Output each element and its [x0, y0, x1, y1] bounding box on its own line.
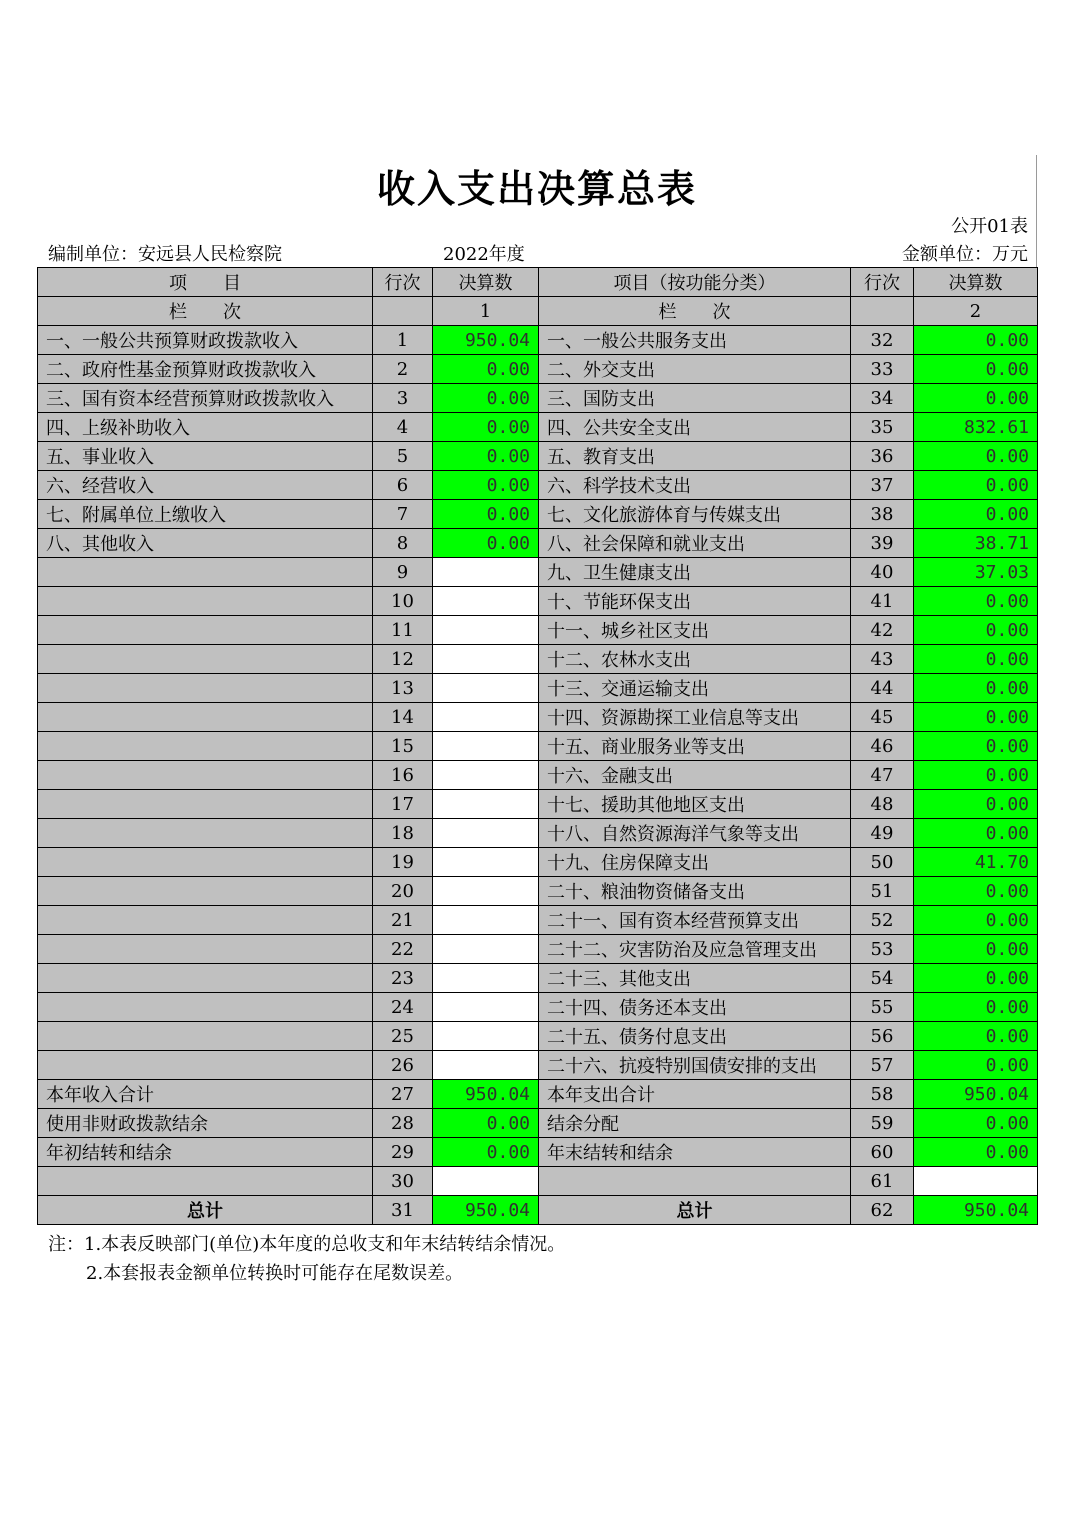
header-line-no-2: 行次	[851, 268, 914, 297]
table-row	[38, 848, 1038, 877]
expense-item-label: 二十四、债务还本支出	[539, 993, 851, 1022]
income-item-label	[38, 1051, 373, 1080]
grand-total-left-label: 总计	[38, 1196, 373, 1225]
expense-line-no: 50	[851, 848, 914, 877]
income-line-no: 24	[373, 993, 433, 1022]
expense-amount: 0.00	[914, 964, 1038, 993]
begin-carryover-line: 29	[373, 1138, 433, 1167]
col-empty-2	[851, 297, 914, 326]
grand-total-left-value: 950.04	[433, 1196, 539, 1225]
table-row	[38, 819, 1038, 848]
expense-item-label: 三、国防支出	[539, 384, 851, 413]
expense-line-no: 36	[851, 442, 914, 471]
income-line-no: 8	[373, 529, 433, 558]
surplus-distribution-line: 59	[851, 1109, 914, 1138]
preparing-unit: 编制单位：安远县人民检察院	[48, 244, 282, 265]
income-line-no: 20	[373, 877, 433, 906]
table-row	[38, 616, 1038, 645]
note-2: 2.本套报表金额单位转换时可能存在尾数误差。	[86, 1263, 464, 1284]
expense-item-label: 二、外交支出	[539, 355, 851, 384]
table-row	[38, 471, 1038, 500]
page-title: 收入支出决算总表	[376, 167, 697, 211]
income-amount: 0.00	[433, 529, 539, 558]
col-number-2: 2	[914, 297, 1038, 326]
expense-amount: 0.00	[914, 790, 1038, 819]
expense-line-no: 39	[851, 529, 914, 558]
begin-carryover-label: 年初结转和结余	[38, 1138, 373, 1167]
income-item-label	[38, 1022, 373, 1051]
expense-line-no: 43	[851, 645, 914, 674]
grand-total-row	[38, 1196, 1038, 1225]
expense-amount: 0.00	[914, 935, 1038, 964]
table-row	[38, 384, 1038, 413]
income-item-label	[38, 674, 373, 703]
expense-amount: 0.00	[914, 732, 1038, 761]
income-item-label	[38, 906, 373, 935]
expense-amount: 832.61	[914, 413, 1038, 442]
table-row	[38, 1022, 1038, 1051]
income-amount: 0.00	[433, 442, 539, 471]
expense-item-label: 四、公共安全支出	[539, 413, 851, 442]
expense-item-label: 十四、资源勘探工业信息等支出	[539, 703, 851, 732]
expense-line-no: 41	[851, 587, 914, 616]
expense-amount: 0.00	[914, 1022, 1038, 1051]
income-expense-total-row	[38, 1080, 1038, 1109]
table-row	[38, 732, 1038, 761]
nonfiscal-balance-value: 0.00	[433, 1109, 539, 1138]
expense-amount: 0.00	[914, 471, 1038, 500]
table-row	[38, 529, 1038, 558]
expense-item-label: 一、一般公共服务支出	[539, 326, 851, 355]
income-line-no: 17	[373, 790, 433, 819]
income-line-no: 6	[373, 471, 433, 500]
expense-item-label: 十六、金融支出	[539, 761, 851, 790]
income-amount	[433, 558, 539, 587]
expense-line-no: 45	[851, 703, 914, 732]
income-line-no: 12	[373, 645, 433, 674]
col-label-2: 栏 次	[539, 297, 851, 326]
income-line-no: 14	[373, 703, 433, 732]
expense-line-no: 35	[851, 413, 914, 442]
expense-line-no: 54	[851, 964, 914, 993]
nonfiscal-balance-line: 28	[373, 1109, 433, 1138]
income-amount: 0.00	[433, 355, 539, 384]
expense-item-label: 十七、援助其他地区支出	[539, 790, 851, 819]
income-amount	[433, 906, 539, 935]
expense-line-no: 47	[851, 761, 914, 790]
income-amount	[433, 761, 539, 790]
expense-amount: 0.00	[914, 616, 1038, 645]
income-item-label	[38, 877, 373, 906]
header-line-no: 行次	[373, 268, 433, 297]
amount-unit: 金额单位：万元	[902, 244, 1028, 265]
income-item-label: 五、事业收入	[38, 442, 373, 471]
expense-item-label: 二十五、债务付息支出	[539, 1022, 851, 1051]
expense-item-label: 七、文化旅游体育与传媒支出	[539, 500, 851, 529]
col-label: 栏 次	[38, 297, 373, 326]
expense-amount: 0.00	[914, 500, 1038, 529]
table-row	[38, 587, 1038, 616]
income-item-label	[38, 993, 373, 1022]
income-line-no: 4	[373, 413, 433, 442]
income-line-no: 23	[373, 964, 433, 993]
income-item-label	[38, 935, 373, 964]
table-row	[38, 993, 1038, 1022]
header-row	[38, 268, 1038, 297]
grand-total-right-line: 62	[851, 1196, 914, 1225]
expense-line-no: 49	[851, 819, 914, 848]
income-expense-table	[37, 267, 1038, 1225]
grand-total-right-label: 总计	[539, 1196, 851, 1225]
note-1: 注：1.本表反映部门(单位)本年度的总收支和年末结转结余情况。	[48, 1234, 566, 1255]
expense-line-no: 38	[851, 500, 914, 529]
end-carryover-label: 年末结转和结余	[539, 1138, 851, 1167]
expense-amount: 41.70	[914, 848, 1038, 877]
end-carryover-value: 0.00	[914, 1138, 1038, 1167]
expense-amount: 0.00	[914, 645, 1038, 674]
income-item-label: 四、上级补助收入	[38, 413, 373, 442]
income-item-label	[38, 616, 373, 645]
income-line-no: 15	[373, 732, 433, 761]
income-item-label	[38, 819, 373, 848]
expense-amount: 0.00	[914, 442, 1038, 471]
expense-item-label: 十、节能环保支出	[539, 587, 851, 616]
expense-line-no: 44	[851, 674, 914, 703]
expense-amount: 0.00	[914, 384, 1038, 413]
income-amount: 0.00	[433, 471, 539, 500]
col-empty	[373, 297, 433, 326]
income-item-label	[38, 761, 373, 790]
expense-item-label: 二十一、国有资本经营预算支出	[539, 906, 851, 935]
expense-line-no: 32	[851, 326, 914, 355]
table-row	[38, 442, 1038, 471]
income-amount	[433, 674, 539, 703]
expense-line-no: 48	[851, 790, 914, 819]
expense-amount: 0.00	[914, 674, 1038, 703]
blank-left-label	[38, 1167, 373, 1196]
expense-line-no: 51	[851, 877, 914, 906]
expense-amount: 0.00	[914, 703, 1038, 732]
income-line-no: 7	[373, 500, 433, 529]
expense-line-no: 34	[851, 384, 914, 413]
table-row	[38, 500, 1038, 529]
end-carryover-line: 60	[851, 1138, 914, 1167]
col-number-1: 1	[433, 297, 539, 326]
expense-item-label: 二十、粮油物资储备支出	[539, 877, 851, 906]
income-line-no: 5	[373, 442, 433, 471]
income-amount	[433, 732, 539, 761]
income-line-no: 13	[373, 674, 433, 703]
table-row	[38, 645, 1038, 674]
income-item-label	[38, 732, 373, 761]
expense-amount: 37.03	[914, 558, 1038, 587]
blank-left-line: 30	[373, 1167, 433, 1196]
expense-item-label: 二十六、抗疫特别国债安排的支出	[539, 1051, 851, 1080]
header-amount-2: 决算数	[914, 268, 1038, 297]
blank-row	[38, 1167, 1038, 1196]
table-row	[38, 935, 1038, 964]
column-number-row	[38, 297, 1038, 326]
notes	[48, 1230, 565, 1288]
income-item-label: 一、一般公共预算财政拨款收入	[38, 326, 373, 355]
table-row	[38, 761, 1038, 790]
fiscal-year: 2022年度	[443, 244, 525, 265]
income-item-label: 六、经营收入	[38, 471, 373, 500]
income-line-no: 11	[373, 616, 433, 645]
income-amount: 0.00	[433, 384, 539, 413]
balance-row	[38, 1109, 1038, 1138]
income-line-no: 19	[373, 848, 433, 877]
income-item-label	[38, 587, 373, 616]
income-amount	[433, 790, 539, 819]
income-line-no: 1	[373, 326, 433, 355]
income-line-no: 10	[373, 587, 433, 616]
table-row	[38, 964, 1038, 993]
expense-amount: 0.00	[914, 906, 1038, 935]
grand-total-right-value: 950.04	[914, 1196, 1038, 1225]
expense-amount: 0.00	[914, 993, 1038, 1022]
income-amount	[433, 935, 539, 964]
expense-item-label: 二十三、其他支出	[539, 964, 851, 993]
income-line-no: 3	[373, 384, 433, 413]
expense-amount: 0.00	[914, 761, 1038, 790]
income-item-label: 八、其他收入	[38, 529, 373, 558]
expense-item-label: 二十二、灾害防治及应急管理支出	[539, 935, 851, 964]
expense-line-no: 42	[851, 616, 914, 645]
income-item-label	[38, 703, 373, 732]
expense-line-no: 55	[851, 993, 914, 1022]
carryover-row	[38, 1138, 1038, 1167]
table-row	[38, 355, 1038, 384]
income-amount	[433, 877, 539, 906]
expense-amount: 0.00	[914, 877, 1038, 906]
expense-amount: 38.71	[914, 529, 1038, 558]
expense-line-no: 53	[851, 935, 914, 964]
income-item-label	[38, 848, 373, 877]
expense-line-no: 52	[851, 906, 914, 935]
income-total-label: 本年收入合计	[38, 1080, 373, 1109]
income-amount	[433, 848, 539, 877]
table-row	[38, 1051, 1038, 1080]
expense-total-line: 58	[851, 1080, 914, 1109]
expense-line-no: 56	[851, 1022, 914, 1051]
begin-carryover-value: 0.00	[433, 1138, 539, 1167]
table-row	[38, 906, 1038, 935]
expense-line-no: 37	[851, 471, 914, 500]
expense-item-label: 五、教育支出	[539, 442, 851, 471]
form-number: 公开01表	[951, 216, 1028, 237]
expense-item-label: 八、社会保障和就业支出	[539, 529, 851, 558]
income-amount	[433, 964, 539, 993]
expense-total-value: 950.04	[914, 1080, 1038, 1109]
table-row	[38, 326, 1038, 355]
expense-amount: 0.00	[914, 355, 1038, 384]
income-amount	[433, 587, 539, 616]
table-row	[38, 674, 1038, 703]
income-amount	[433, 645, 539, 674]
income-item-label: 七、附属单位上缴收入	[38, 500, 373, 529]
income-amount	[433, 703, 539, 732]
expense-amount: 0.00	[914, 1051, 1038, 1080]
expense-item-label: 十一、城乡社区支出	[539, 616, 851, 645]
nonfiscal-balance-label: 使用非财政拨款结余	[38, 1109, 373, 1138]
expense-total-label: 本年支出合计	[539, 1080, 851, 1109]
table-row	[38, 703, 1038, 732]
income-line-no: 21	[373, 906, 433, 935]
expense-item-label: 十五、商业服务业等支出	[539, 732, 851, 761]
income-total-value: 950.04	[433, 1080, 539, 1109]
header-item: 项 目	[38, 268, 373, 297]
income-item-label	[38, 558, 373, 587]
income-line-no: 26	[373, 1051, 433, 1080]
expense-item-label: 十三、交通运输支出	[539, 674, 851, 703]
table-row	[38, 790, 1038, 819]
surplus-distribution-value: 0.00	[914, 1109, 1038, 1138]
income-line-no: 25	[373, 1022, 433, 1051]
income-line-no: 18	[373, 819, 433, 848]
expense-item-label: 九、卫生健康支出	[539, 558, 851, 587]
expense-item-label: 十八、自然资源海洋气象等支出	[539, 819, 851, 848]
surplus-distribution-label: 结余分配	[539, 1109, 851, 1138]
blank-right-label	[539, 1167, 851, 1196]
income-line-no: 16	[373, 761, 433, 790]
income-amount	[433, 993, 539, 1022]
income-line-no: 9	[373, 558, 433, 587]
expense-item-label: 十二、农林水支出	[539, 645, 851, 674]
income-amount	[433, 1051, 539, 1080]
income-item-label	[38, 790, 373, 819]
table-row	[38, 413, 1038, 442]
income-item-label: 二、政府性基金预算财政拨款收入	[38, 355, 373, 384]
expense-line-no: 40	[851, 558, 914, 587]
expense-line-no: 57	[851, 1051, 914, 1080]
income-item-label	[38, 964, 373, 993]
income-amount	[433, 1022, 539, 1051]
income-item-label: 三、国有资本经营预算财政拨款收入	[38, 384, 373, 413]
income-line-no: 22	[373, 935, 433, 964]
header-amount: 决算数	[433, 268, 539, 297]
income-amount: 0.00	[433, 413, 539, 442]
income-amount	[433, 819, 539, 848]
header-item-function: 项目（按功能分类）	[539, 268, 851, 297]
grand-total-left-line: 31	[373, 1196, 433, 1225]
income-total-line: 27	[373, 1080, 433, 1109]
expense-line-no: 46	[851, 732, 914, 761]
income-item-label	[38, 645, 373, 674]
income-line-no: 2	[373, 355, 433, 384]
table-row	[38, 877, 1038, 906]
blank-right-line: 61	[851, 1167, 914, 1196]
table-row	[38, 558, 1038, 587]
income-amount: 950.04	[433, 326, 539, 355]
income-amount	[433, 616, 539, 645]
income-amount: 0.00	[433, 500, 539, 529]
expense-item-label: 十九、住房保障支出	[539, 848, 851, 877]
expense-amount: 0.00	[914, 819, 1038, 848]
expense-line-no: 33	[851, 355, 914, 384]
expense-amount: 0.00	[914, 326, 1038, 355]
blank-left-value	[433, 1167, 539, 1196]
expense-amount: 0.00	[914, 587, 1038, 616]
blank-right-value	[914, 1167, 1038, 1196]
expense-item-label: 六、科学技术支出	[539, 471, 851, 500]
